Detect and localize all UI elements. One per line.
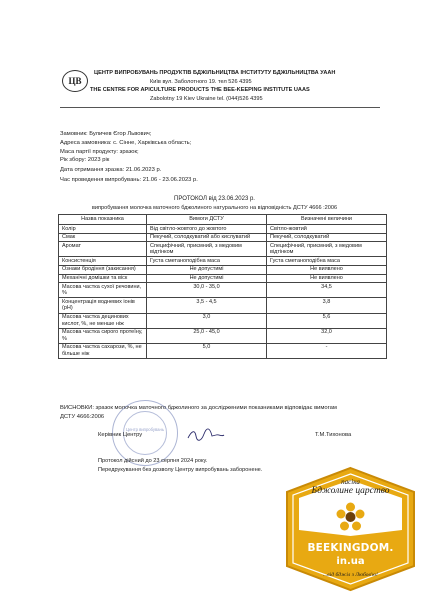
conclusion-line-2: ДСТУ 4666:2006 xyxy=(60,414,105,420)
table-row xyxy=(59,274,387,283)
requirement-cell: Специфічний, приємний, з медовим відтінком xyxy=(147,242,267,257)
indicator-cell: Консистенція xyxy=(59,257,147,266)
indicator-cell: Колір xyxy=(59,225,147,234)
requirement-cell: Густа сметаноподібна маса xyxy=(147,257,267,266)
mass-line: Маса партії продукту: зразок; xyxy=(60,149,139,155)
badge-top-word: пасіка xyxy=(341,478,360,486)
protocol-title: ПРОТОКОЛ від 23.06.2023 р. xyxy=(174,196,255,202)
measured-cell: 5,6 xyxy=(267,313,387,328)
measured-cell: 32,0 xyxy=(267,328,387,343)
beekingdom-badge xyxy=(283,466,418,592)
requirement-cell: 5,0 xyxy=(147,343,267,358)
requirement-cell: Від світло-жовтого до жовтого xyxy=(147,225,267,234)
results-table xyxy=(58,214,387,359)
measured-cell: Специфічний, приємний, з медовим відтінком xyxy=(267,242,387,257)
header-requirements: Вимоги ДСТУ xyxy=(147,215,267,225)
customer-line: Замовник: Буличев Єгор Львович; xyxy=(60,131,152,137)
stamp-text: Центр випробувань xyxy=(125,427,165,432)
table-row xyxy=(59,343,387,358)
measured-cell: Пекучий, солодкуватий xyxy=(267,233,387,242)
requirement-cell: 3,5 - 4,5 xyxy=(147,298,267,313)
indicator-cell: Ознаки бродіння (закисання) xyxy=(59,265,147,274)
table-row xyxy=(59,257,387,266)
measured-cell: 3,8 xyxy=(267,298,387,313)
validity-line-1: Протокол дійсний до 23 серпня 2024 року. xyxy=(98,458,208,464)
header-en-address: Zabolotny 19 Kiev Ukraine tel. (044)526 4395 xyxy=(150,96,263,102)
header-ua-address: Київ вул. Заболотного 19. тел 526 4395 xyxy=(150,79,252,85)
protocol-subtitle: випробування молочка маточного бджолиного натурального на відповідність ДСТУ 4666 :2006 xyxy=(91,205,338,211)
indicator-cell: Масова частка сахарози, %, не більше ніж xyxy=(59,343,147,358)
brand-domain: in.ua xyxy=(336,556,365,567)
measured-cell: Не виявлено xyxy=(267,274,387,283)
requirement-cell: Не допустимі xyxy=(147,274,267,283)
logo-text: ЦВ xyxy=(68,76,82,86)
brand-slogan: ...від бджіл з Любов'ю! xyxy=(323,572,378,578)
table-row xyxy=(59,242,387,257)
header-en-title: THE CENTRE FOR APICULTURE PRODUCTS THE BEE-KEEPING INSTITUTE UAAS xyxy=(90,87,310,93)
measured-cell: 34,5 xyxy=(267,283,387,298)
handwritten-signature xyxy=(186,426,226,444)
table-row xyxy=(59,313,387,328)
indicator-cell: Масова частка децинових кислот, %, не менше ніж xyxy=(59,313,147,328)
table-row xyxy=(59,225,387,234)
signatory-role: Керівник Центру xyxy=(98,432,143,438)
table-row xyxy=(59,233,387,242)
measured-cell: Не виявлено xyxy=(267,265,387,274)
flower-icon xyxy=(335,502,366,534)
table-row xyxy=(59,283,387,298)
received-date-line: Дата отримання зразка: 21.06.2023 р. xyxy=(60,167,162,173)
brand-name: BEEKINGDOM. xyxy=(307,542,394,554)
requirement-cell: 25,0 - 45,0 xyxy=(147,328,267,343)
header-indicator: Назва показника xyxy=(59,215,147,225)
signatory-name: Т.М.Тихонова xyxy=(315,432,352,438)
indicator-cell: Аромат xyxy=(59,242,147,257)
year-line: Рік збору: 2023 рік xyxy=(60,157,110,163)
conclusion-line-1: ВИСНОВКИ: зразок молочка маточного бджолиного за дослідженими показниками відповідає вимогам xyxy=(60,405,337,411)
header-ua-title: ЦЕНТР ВИПРОБУВАНЬ ПРОДУКТІВ БДЖІЛЬНИЦТВА ІНСТИТУТУ БДЖІЛЬНИЦТВА УААН xyxy=(94,70,336,76)
validity-line-2: Передрукування без дозволу Центру випробувань заборонене. xyxy=(98,467,263,473)
institute-logo xyxy=(62,70,88,92)
indicator-cell: Масова частка сирого протеїну, % xyxy=(59,328,147,343)
testing-period-line: Час проведення випробувань: 21.06 - 23.06.2023 р. xyxy=(60,177,198,183)
indicator-cell: Смак xyxy=(59,233,147,242)
measured-cell: - xyxy=(267,343,387,358)
table-row xyxy=(59,328,387,343)
table-header-row xyxy=(59,215,387,225)
requirement-cell: 3,0 xyxy=(147,313,267,328)
customer-address-line: Адреса замовника: с. Сінне, Харківська область; xyxy=(60,140,192,146)
measured-cell: Світло-жовтий xyxy=(267,225,387,234)
requirement-cell: 30,0 - 35,0 xyxy=(147,283,267,298)
header-divider xyxy=(60,107,380,108)
indicator-cell: Масова частка сухої речовини, % xyxy=(59,283,147,298)
table-row xyxy=(59,265,387,274)
indicator-cell: Механічні домішки та віск xyxy=(59,274,147,283)
indicator-cell: Концентрація водневих іонів (рН) xyxy=(59,298,147,313)
requirement-cell: Пекучий, солодкуватий або кислуватий xyxy=(147,233,267,242)
measured-cell: Густа сметаноподібна маса xyxy=(267,257,387,266)
requirement-cell: Не допустимі xyxy=(147,265,267,274)
table-row xyxy=(59,298,387,313)
badge-title: Бджолине царство xyxy=(311,486,390,496)
header-measured: Визначені величини xyxy=(267,215,387,225)
